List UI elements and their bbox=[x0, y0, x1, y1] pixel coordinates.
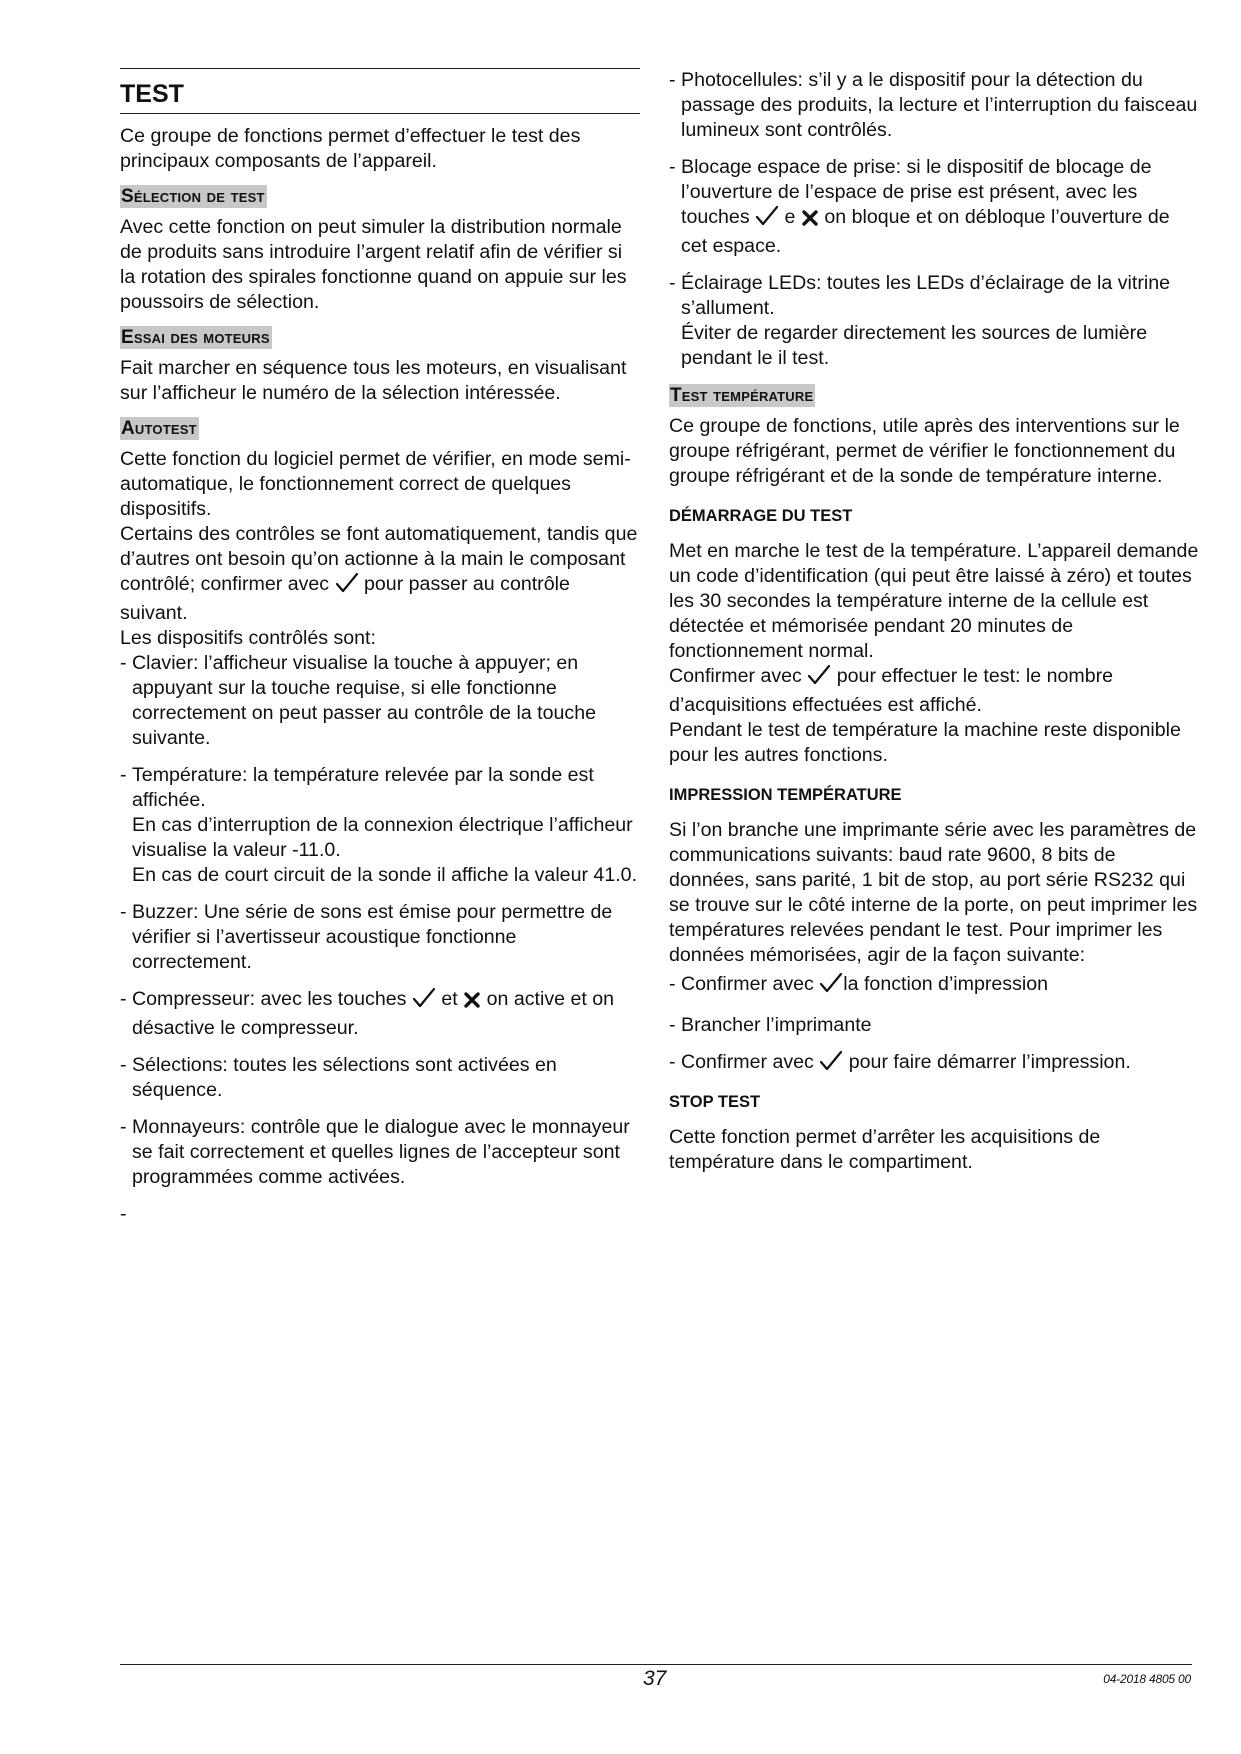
list-item-temperature bbox=[120, 763, 640, 888]
impression-step-1b: la fonction d’impression bbox=[843, 973, 1049, 995]
document-code: 04-2018 4805 00 bbox=[1103, 1672, 1191, 1686]
list-item-eclairage bbox=[669, 271, 1199, 371]
compresseur-text-b: et bbox=[441, 988, 458, 1010]
impression-step-3 bbox=[669, 1050, 1199, 1079]
temperature-line-1: - Température: la température relevée par la sonde est affichée. bbox=[132, 764, 594, 811]
section-heading-autotest-label: Autotest bbox=[121, 418, 197, 439]
eclairage-line-1: - Éclairage LEDs: toutes les LEDs d’éclairage de la vitrine s’allument. bbox=[681, 272, 1171, 319]
autotest-body-2a: Certains des contrôles se font automatiquement, tandis que d’autres ont besoin qu’on actionne à la main le composant contrôlé; confirmer avec bbox=[120, 523, 638, 595]
subheading-stop: STOP TEST bbox=[669, 1093, 761, 1111]
impression-body: Si l’on branche une imprimante série avec les paramètres de communications suivants: baud rate 9600, 8 bits de données, sans parité, 1 bit de stop, au port série RS232 qui se trouve sur le côté interne de la porte, on peut imprimer les températures relevées pendant le test. Pour imprimer les données mémorisées, agir de la façon suivante: bbox=[669, 819, 1198, 966]
section-heading-test-temperature bbox=[669, 383, 1199, 408]
section-heading-test-temperature-label: Test température bbox=[670, 385, 814, 406]
intro-text: Ce groupe de fonctions permet d’effectuer le test des principaux composants de l’appareil. bbox=[120, 125, 581, 172]
check-icon bbox=[819, 1050, 843, 1079]
demarrage-body-3: Pendant le test de température la machine reste disponible pour les autres fonctions. bbox=[669, 719, 1181, 766]
list-item-blocage bbox=[669, 155, 1199, 259]
check-icon bbox=[335, 572, 359, 601]
footer-rule bbox=[120, 1664, 1192, 1665]
device-list-left bbox=[120, 651, 640, 1190]
x-icon bbox=[801, 209, 819, 234]
check-icon bbox=[807, 664, 831, 693]
demarrage-body-2a: Confirmer avec bbox=[669, 665, 802, 687]
impression-step-3a: Confirmer avec bbox=[681, 1051, 814, 1073]
autotest-body-2 bbox=[120, 522, 640, 626]
stop-body: Cette fonction permet d’arrêter les acquisitions de température dans le compartiment. bbox=[669, 1126, 1101, 1173]
x-icon bbox=[463, 991, 481, 1016]
temperature-line-3: En cas de court circuit de la sonde il affiche la valeur 41.0. bbox=[132, 864, 638, 886]
blocage-text-b: e bbox=[784, 206, 796, 228]
autotest-body-3: Les dispositifs contrôlés sont: bbox=[120, 627, 376, 649]
section-heading-selection bbox=[120, 184, 640, 209]
section-heading-essai-label: Essai des moteurs bbox=[121, 327, 270, 348]
test-temperature-body: Ce groupe de fonctions, utile après des interventions sur le groupe réfrigérant, permet de vérifier le fonctionnement du groupe réfrigérant et de la sonde de température interne. bbox=[669, 415, 1180, 487]
subheading-impression: IMPRESSION TEMPÉRATURE bbox=[669, 786, 902, 804]
check-icon bbox=[412, 987, 436, 1016]
check-icon bbox=[819, 972, 843, 1001]
list-item-monnayeurs: - Monnayeurs: contrôle que le dialogue avec le monnayeur se fait correctement et quelles lignes de l’accepteur sont programmées comme activées. bbox=[120, 1115, 640, 1190]
impression-steps bbox=[669, 972, 1199, 1079]
list-item-photocellules: - Photocellules: s’il y a le dispositif pour la détection du passage des produits, la lecture et l’interruption du faisceau lumineux sont contrôlés. bbox=[669, 68, 1199, 143]
autotest-body-2b: pour passer au contrôle suivant. bbox=[120, 573, 570, 624]
section-heading-essai bbox=[120, 325, 640, 350]
section-heading-selection-label: Sélection de test bbox=[121, 186, 265, 207]
eclairage-line-2: Éviter de regarder directement les sources de lumière pendant le il test. bbox=[681, 322, 1148, 369]
temperature-line-2: En cas d’interruption de la connexion électrique l’afficheur visualise la valeur -11.0. bbox=[132, 814, 633, 861]
compresseur-text-a: Compresseur: avec les touches bbox=[132, 988, 407, 1010]
list-item-buzzer: - Buzzer: Une série de sons est émise pour permettre de vérifier si l’avertisseur acoustique fonctionne correctement. bbox=[120, 900, 640, 975]
device-list-right bbox=[669, 68, 1199, 371]
demarrage-body-1: Met en marche le test de la température. L’appareil demande un code d’identification (qui peut être laissé à zéro) et toutes les 30 secondes la température interne de la cellule est détectée et mémorisée pendant 20 minutes de fonctionnement normal. bbox=[669, 540, 1199, 662]
list-item-compresseur bbox=[120, 987, 640, 1041]
list-item-selections: - Sélections: toutes les sélections sont activées en séquence. bbox=[120, 1053, 640, 1103]
subheading-demarrage: DÉMARRAGE DU TEST bbox=[669, 507, 853, 525]
left-column bbox=[120, 68, 640, 1227]
essai-body: Fait marcher en séquence tous les moteurs, en visualisant sur l’afficheur le numéro de la sélection intéressée. bbox=[120, 357, 627, 404]
impression-step-2: - Brancher l’imprimante bbox=[669, 1013, 1199, 1038]
selection-body: Avec cette fonction on peut simuler la distribution normale de produits sans introduire l’argent relatif afin de vérifier si la rotation des spirales fonctionne quand on appuie sur les poussoirs de sélection. bbox=[120, 216, 627, 313]
right-column bbox=[669, 68, 1199, 1175]
list-item-clavier: - Clavier: l’afficheur visualise la touche à appuyer; en appuyant sur la touche requise, si elle fonctionne correctement on peut passer au contrôle de la touche suivante. bbox=[120, 651, 640, 751]
page-title: TEST bbox=[120, 69, 640, 114]
impression-step-3b: pour faire démarrer l’impression. bbox=[848, 1051, 1131, 1073]
compresseur-text-c: on active et on désactive le compresseur. bbox=[132, 988, 615, 1039]
impression-step-1a: Confirmer avec bbox=[681, 973, 814, 995]
check-icon bbox=[755, 205, 779, 234]
autotest-body-1: Cette fonction du logiciel permet de vérifier, en mode semi-automatique, le fonctionnement correct de quelques dispositifs. bbox=[120, 448, 631, 520]
demarrage-body-2b: pour effectuer le test: le nombre d’acquisitions effectuées est affiché. bbox=[669, 665, 1114, 716]
impression-step-1 bbox=[669, 972, 1199, 1001]
demarrage-body-2 bbox=[669, 664, 1199, 718]
blocage-text-c: on bloque et on débloque l’ouverture de cet espace. bbox=[681, 206, 1170, 257]
lone-dash: - bbox=[120, 1203, 127, 1225]
page-number: 37 bbox=[643, 1667, 667, 1690]
blocage-text-a: Blocage espace de prise: si le dispositif de blocage de l’ouverture de l’espace de prise est présent, avec les touches bbox=[681, 156, 1152, 228]
section-heading-autotest bbox=[120, 416, 640, 441]
